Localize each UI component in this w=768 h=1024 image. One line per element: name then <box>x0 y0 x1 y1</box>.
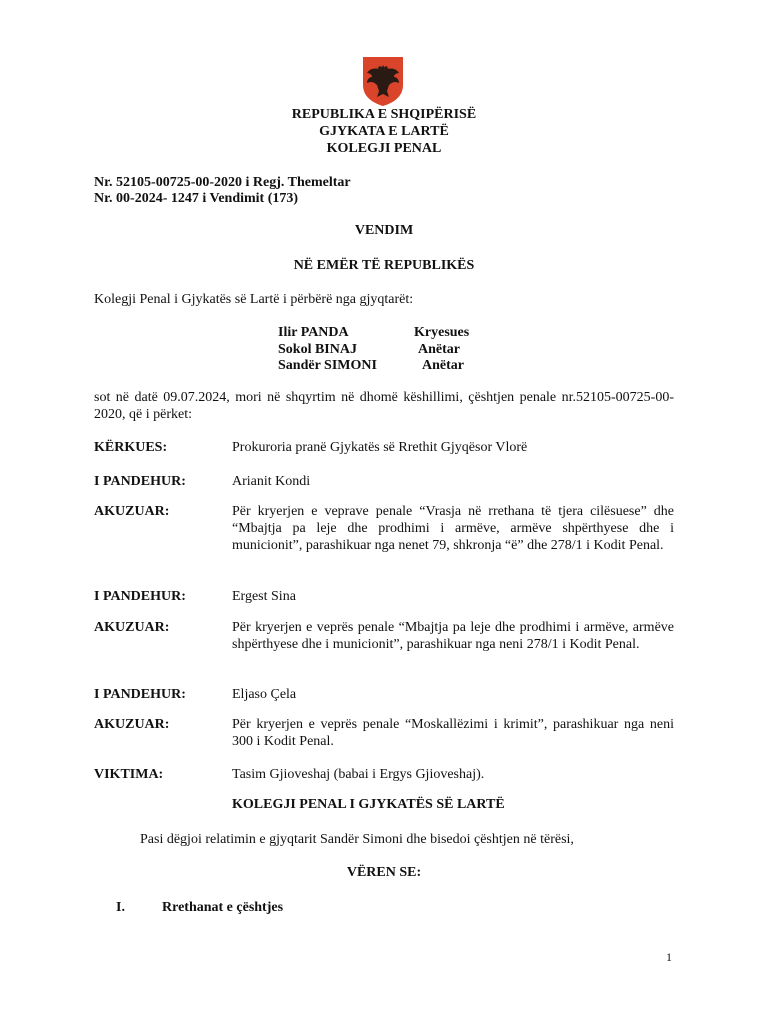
reference-register: Nr. 52105-00725-00-2020 i Regj. Themeltar <box>94 175 351 190</box>
after-hearing-text: Pasi dëgjoi relatimin e gjyqtarit Sandër Simoni dhe bisedoi çështjen në tërësi, <box>140 832 574 847</box>
judge-role: Kryesues <box>414 325 470 340</box>
party-value: Për kryerjen e veprës penale “Moskallëzimi i krimit”, parashikuar nga neni 300 i Kodit Penal. <box>232 717 674 749</box>
intro-text: Kolegji Penal i Gjykatës së Lartë i përbërë nga gjyqtarët: <box>94 292 414 307</box>
party-value: Ergest Sina <box>232 589 296 604</box>
header-block <box>0 106 768 157</box>
party-label: I PANDEHUR: <box>94 589 186 604</box>
finds-title: VËREN SE: <box>346 865 422 880</box>
judge-name: Sokol BINAJ <box>278 342 357 357</box>
party-label: AKUZUAR: <box>94 504 170 519</box>
party-label: AKUZUAR: <box>94 717 170 732</box>
judge-role: Anëtar <box>422 358 464 373</box>
party-value: Tasim Gjioveshaj (babai i Ergys Gjioveshaj). <box>232 767 485 782</box>
party-value: Eljaso Çela <box>232 687 297 702</box>
party-label: I PANDEHUR: <box>94 474 186 489</box>
reference-decision: Nr. 00-2024- 1247 i Vendimit (173) <box>94 191 299 206</box>
section-number: I. <box>116 900 125 915</box>
college-title: KOLEGJI PENAL I GJYKATËS SË LARTË <box>232 797 505 812</box>
party-label: I PANDEHUR: <box>94 687 186 702</box>
header-court: GJYKATA E LARTË <box>319 124 449 139</box>
header-country: REPUBLIKA E SHQIPËRISË <box>291 107 477 122</box>
judge-name: Sandër SIMONI <box>278 358 377 373</box>
albanian-emblem-icon <box>361 55 405 107</box>
session-text: sot në datë 09.07.2024, mori në shqyrtim në dhomë këshillimi, çështjen penale nr.52105-00725-00-2020, që i përket: <box>94 390 674 422</box>
republic-title: NË EMËR TË REPUBLIKËS <box>293 258 475 273</box>
party-value: Prokuroria pranë Gjykatës së Rrethit Gjyqësor Vlorë <box>232 440 528 455</box>
party-label: AKUZUAR: <box>94 620 170 635</box>
decision-title: VENDIM <box>354 223 414 238</box>
judge-name: Ilir PANDA <box>278 325 349 340</box>
party-label: VIKTIMA: <box>94 767 164 782</box>
party-value: Arianit Kondi <box>232 474 311 489</box>
page-number: 1 <box>666 950 672 964</box>
section-title: Rrethanat e çështjes <box>162 900 284 915</box>
header-college: KOLEGJI PENAL <box>326 141 442 156</box>
judge-role: Anëtar <box>418 342 460 357</box>
party-label: KËRKUES: <box>94 440 168 455</box>
party-value: Për kryerjen e veprave penale “Vrasja në rrethana të tjera cilësuese” dhe “Mbajtja pa leje dhe prodhimi i armëve, armëve shpërthyese dhe i municionit”, parashikuar nga nenet 79, shkronja “ë” dhe 278/1 i Kodit Penal. <box>232 504 674 553</box>
party-value: Për kryerjen e veprës penale “Mbajtja pa leje dhe prodhimi i armëve, armëve shpërthyese dhe i municionit”, parashikuar nga neni 278/1 i Kodit Penal. <box>232 620 674 652</box>
